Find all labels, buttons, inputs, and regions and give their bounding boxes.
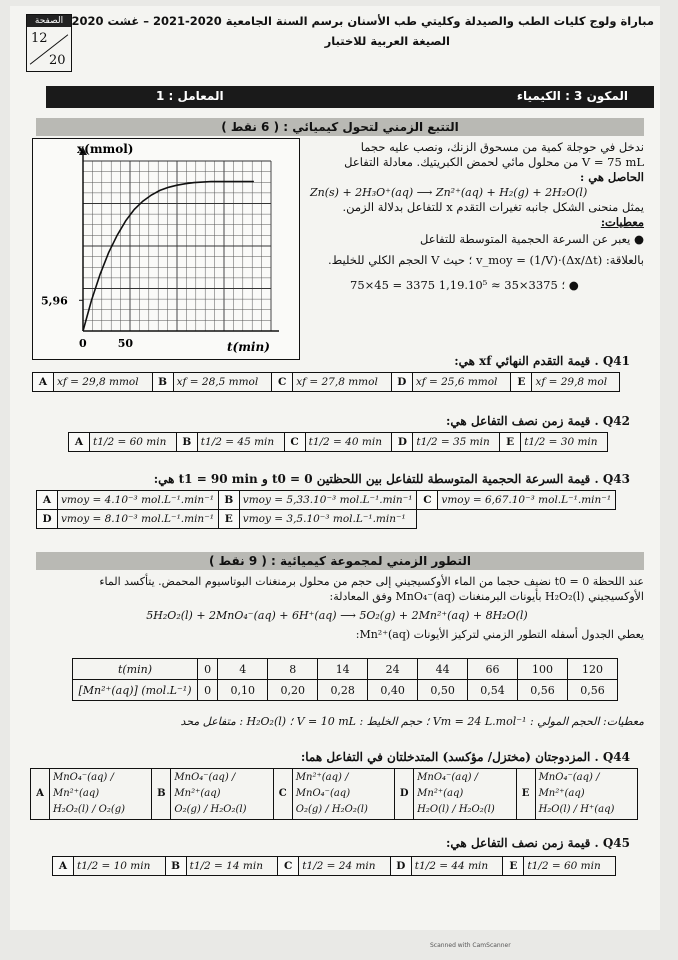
mn-table-conc-cell: 0,40: [368, 680, 418, 701]
q45-option-e-letter[interactable]: E: [503, 857, 524, 876]
mn-table-conc-cell: 0,20: [268, 680, 318, 701]
q44-option-line2: H₂O₂(l) / O₂(g): [53, 804, 126, 815]
q43-option-d-letter[interactable]: D: [37, 510, 58, 529]
progress-curve: [83, 182, 254, 331]
q42-option-e[interactable]: t1/2 = 30 min: [521, 433, 608, 452]
q45-option-c[interactable]: t1/2 = 24 min: [299, 857, 391, 876]
q44-option-line2: H₂O(l) / H₂O₂(l): [417, 804, 495, 815]
q44-option-a[interactable]: [50, 769, 152, 820]
q41-option-d[interactable]: xf = 25,6 mmol: [412, 373, 511, 392]
s1-bullet2-text: 75×45 = 3375 ؛ 3375×35 ≈ 1,19.10⁵: [350, 278, 566, 292]
mn-table-header-conc: [Mn²⁺(aq)] (mol.L⁻¹): [73, 680, 198, 701]
s1-bullet1b: بالعلاقة: v_moy = (1/V)·(Δx/Δt) ؛ حيث V الحجم الكلي للخليط.: [327, 253, 644, 267]
q45-options: [52, 856, 616, 876]
mn-table-time-cell: 14: [318, 659, 368, 680]
mn-table-header-time: t(min): [73, 659, 198, 680]
q45-option-d[interactable]: t1/2 = 44 min: [411, 857, 503, 876]
subject-title: المكون 3 : الكيمياء: [516, 89, 628, 103]
q42-option-d-letter[interactable]: D: [392, 433, 413, 452]
q41-options: [32, 372, 620, 392]
q44-option-c-letter[interactable]: C: [273, 769, 292, 820]
graph-frame: [32, 138, 300, 360]
q43-option-a[interactable]: vmoy = 4.10⁻³ mol.L⁻¹.min⁻¹: [58, 491, 219, 510]
q43-options: [36, 490, 616, 529]
scanner-watermark: Scanned with CamScanner: [430, 942, 511, 949]
q44-option-line1: MnO₄⁻(aq) / Mn²⁺(aq): [417, 772, 479, 799]
q44-option-line2: O₂(g) / H₂O₂(l): [174, 804, 247, 815]
q44-option-b[interactable]: [171, 769, 273, 820]
mn-table-time-cell: 24: [368, 659, 418, 680]
progress-chart: [33, 139, 299, 359]
mn-table-conc-cell: 0,10: [218, 680, 268, 701]
q43-question: Q43 . قيمة السرعة الحجمية المتوسطة للتفاعل بين اللحظتين t0 = 0 و t1 = 90 min هي:: [153, 472, 630, 486]
y-tick-label: 5,96: [41, 294, 68, 308]
q44-option-line1: MnO₄⁻(aq) / Mn²⁺(aq): [174, 772, 236, 799]
q43-option-a-letter[interactable]: A: [37, 491, 58, 510]
q42-option-a-letter[interactable]: A: [69, 433, 90, 452]
q42-option-e-letter[interactable]: E: [500, 433, 521, 452]
x-tick-label: 50: [117, 337, 134, 350]
mn-table-time-cell: 100: [518, 659, 568, 680]
q43-option-e[interactable]: vmoy = 3,5.10⁻³ mol.L⁻¹.min⁻¹: [239, 510, 417, 529]
s1-bullet1-text: يعبر عن السرعة الحجمية المتوسطة للتفاعل: [420, 232, 631, 246]
q41-option-d-letter[interactable]: D: [391, 373, 412, 392]
page-number: 12: [31, 31, 48, 46]
q41-option-a-letter[interactable]: A: [33, 373, 54, 392]
mn-table-conc-cell: 0,56: [518, 680, 568, 701]
q44-option-b-letter[interactable]: B: [152, 769, 171, 820]
page-label: الصفحة: [27, 15, 71, 27]
q42-options: [68, 432, 608, 452]
q41-option-b-letter[interactable]: B: [152, 373, 173, 392]
mn-table-time-cell: 0: [198, 659, 218, 680]
q41-option-e[interactable]: xf = 29,8 mol: [532, 373, 620, 392]
section1-text: [310, 140, 644, 293]
q41-option-b[interactable]: xf = 28,5 mmol: [173, 373, 272, 392]
q41-option-c-letter[interactable]: C: [272, 373, 293, 392]
q43-option-b[interactable]: vmoy = 5,33.10⁻³ mol.L⁻¹.min⁻¹: [239, 491, 417, 510]
subject-bar: [46, 86, 654, 108]
mn-concentration-table: [72, 658, 618, 701]
q44-option-line1: MnO₄⁻(aq) / Mn²⁺(aq): [53, 772, 114, 799]
x-axis-label: t(min): [227, 340, 270, 354]
q43-option-c-letter[interactable]: C: [417, 491, 438, 510]
q41-option-e-letter[interactable]: E: [511, 373, 532, 392]
q44-options: [30, 768, 638, 820]
q45-option-b[interactable]: t1/2 = 14 min: [186, 857, 278, 876]
q42-question: Q42 . قيمة زمن نصف التفاعل هي:: [446, 414, 630, 428]
q43-option-b-letter[interactable]: B: [218, 491, 239, 510]
q44-question: Q44 . المزدوجتان (مختزل/ مؤكسد) المتدخلتان في التفاعل هما:: [300, 750, 630, 764]
q42-option-b-letter[interactable]: B: [176, 433, 197, 452]
s1-text1: ندخل في حوجلة كمية من مسحوق الزنك، ونصب عليه حجما: [360, 140, 644, 154]
mn-table-conc-cell: 0: [198, 680, 218, 701]
q45-option-d-letter[interactable]: D: [390, 857, 411, 876]
q44-option-c[interactable]: [292, 769, 394, 820]
section2-text: [30, 574, 644, 642]
coefficient-label: المعامل : 1: [156, 89, 224, 103]
s1-text2: V = 75 mL من محلول مائي لحمض الكبريتيك. معادلة التفاعل: [344, 155, 644, 169]
x-tick-label: 0: [79, 337, 87, 350]
section1-title: التتبع الزمني لتحول كيميائي : ( 6 نقط ): [36, 118, 644, 136]
q44-option-line2: O₂(g) / H₂O₂(l): [295, 804, 368, 815]
q45-question: Q45 . قيمة زمن نصف التفاعل هي:: [446, 836, 630, 850]
q44-option-d[interactable]: [414, 769, 516, 820]
s1-text4: يمثل منحنى الشكل جانبه تغيرات التقدم x للتفاعل بدلالة الزمن.: [342, 200, 644, 214]
mn-table-time-cell: 8: [268, 659, 318, 680]
q41-option-a[interactable]: xf = 29,8 mmol: [54, 373, 153, 392]
q42-option-b[interactable]: t1/2 = 45 min: [197, 433, 284, 452]
section2-title: التطور الزمني لمجموعة كيميائية : ( 9 نقط ): [36, 552, 644, 570]
q42-option-c-letter[interactable]: C: [284, 433, 305, 452]
q44-option-d-letter[interactable]: D: [395, 769, 414, 820]
mn-table-conc-cell: 0,28: [318, 680, 368, 701]
exam-header-line1: مباراة ولوج كليات الطب والصيدلة وكليتي طب الأسنان برسم السنة الجامعية 2020-2021 – غشت 2020: [71, 14, 654, 28]
q44-option-e-letter[interactable]: E: [516, 769, 535, 820]
q45-option-a[interactable]: t1/2 = 10 min: [74, 857, 166, 876]
mn-table-time-cell: 66: [468, 659, 518, 680]
s2-givens: معطيات: الحجم المولي : Vm = 24 L.mol⁻¹ ؛ حجم الخليط : V = 10 mL ؛ H₂O₂(l) : متفاعل محد: [180, 715, 644, 728]
q44-option-line1: MnO₄⁻(aq) / Mn²⁺(aq): [538, 772, 600, 799]
mn-table-conc-cell: 0,54: [468, 680, 518, 701]
q45-option-c-letter[interactable]: C: [278, 857, 299, 876]
q41-option-c[interactable]: xf = 27,8 mmol: [293, 373, 392, 392]
exam-page: [10, 6, 660, 930]
s1-equation: Zn(s) + 2H₃O⁺(aq) ⟶ Zn²⁺(aq) + H₂(g) + 2H₂O(l): [310, 186, 588, 199]
q44-option-line1: Mn²⁺(aq) / MnO₄⁻(aq): [295, 772, 351, 799]
mn-table-time-cell: 44: [418, 659, 468, 680]
q43-option-e-letter[interactable]: E: [218, 510, 239, 529]
q42-option-a[interactable]: t1/2 = 60 min: [90, 433, 177, 452]
mn-table-time-cell: 4: [218, 659, 268, 680]
q41-question: Q41 . قيمة التقدم النهائي xf هي:: [454, 354, 630, 368]
s1-text3: الحاصل هي :: [579, 170, 644, 184]
s1-bullet1: ● يعبر عن السرعة الحجمية المتوسطة للتفاعل: [420, 232, 644, 246]
q43-option-c[interactable]: vmoy = 6,67.10⁻³ mol.L⁻¹.min⁻¹: [438, 491, 616, 510]
q44-option-line2: H₂O(l) / H⁺(aq): [538, 804, 615, 815]
s2-equation: 5H₂O₂(l) + 2MnO₄⁻(aq) + 6H⁺(aq) ⟶ 5O₂(g) + 2Mn²⁺(aq) + 8H₂O(l): [146, 609, 528, 622]
page-total: 20: [49, 53, 66, 68]
y-axis-label: x(mmol): [77, 142, 134, 156]
exam-header-line2: الصيغة العربية للاختبار: [324, 34, 450, 48]
q45-option-e[interactable]: t1/2 = 60 min: [524, 857, 616, 876]
s2-text3: يعطي الجدول أسفله التطور الزمني لتركيز الأيونات Mn²⁺(aq):: [355, 628, 644, 641]
mn-table-conc-cell: 0,50: [418, 680, 468, 701]
q44-option-e[interactable]: [535, 769, 637, 820]
q43-option-d[interactable]: vmoy = 8.10⁻³ mol.L⁻¹.min⁻¹: [58, 510, 219, 529]
s1-bullet2: 75×45 = 3375 ؛ 3375×35 ≈ 1,19.10⁵ ●: [350, 278, 579, 292]
q45-option-a-letter[interactable]: A: [53, 857, 74, 876]
mn-table-conc-cell: 0,56: [567, 680, 617, 701]
page-number-box: [26, 14, 72, 72]
s2-text2: الأوكسيجيني H₂O₂(l) بأيونات البرمنغنات MnO₄⁻(aq) وفق المعادلة:: [329, 590, 644, 603]
s2-text1: عند اللحظة t0 = 0 نضيف حجما من الماء الأوكسيجيني إلى حجم من محلول برمنغنات البوتاسيوم المحمض. يتأكسد الماء: [99, 575, 644, 588]
q44-option-a-letter[interactable]: A: [31, 769, 50, 820]
q42-option-d[interactable]: t1/2 = 35 min: [413, 433, 500, 452]
q42-option-c[interactable]: t1/2 = 40 min: [305, 433, 392, 452]
s1-givens-label: معطيات:: [600, 215, 644, 229]
q45-option-b-letter[interactable]: B: [165, 857, 186, 876]
mn-table-time-cell: 120: [567, 659, 617, 680]
